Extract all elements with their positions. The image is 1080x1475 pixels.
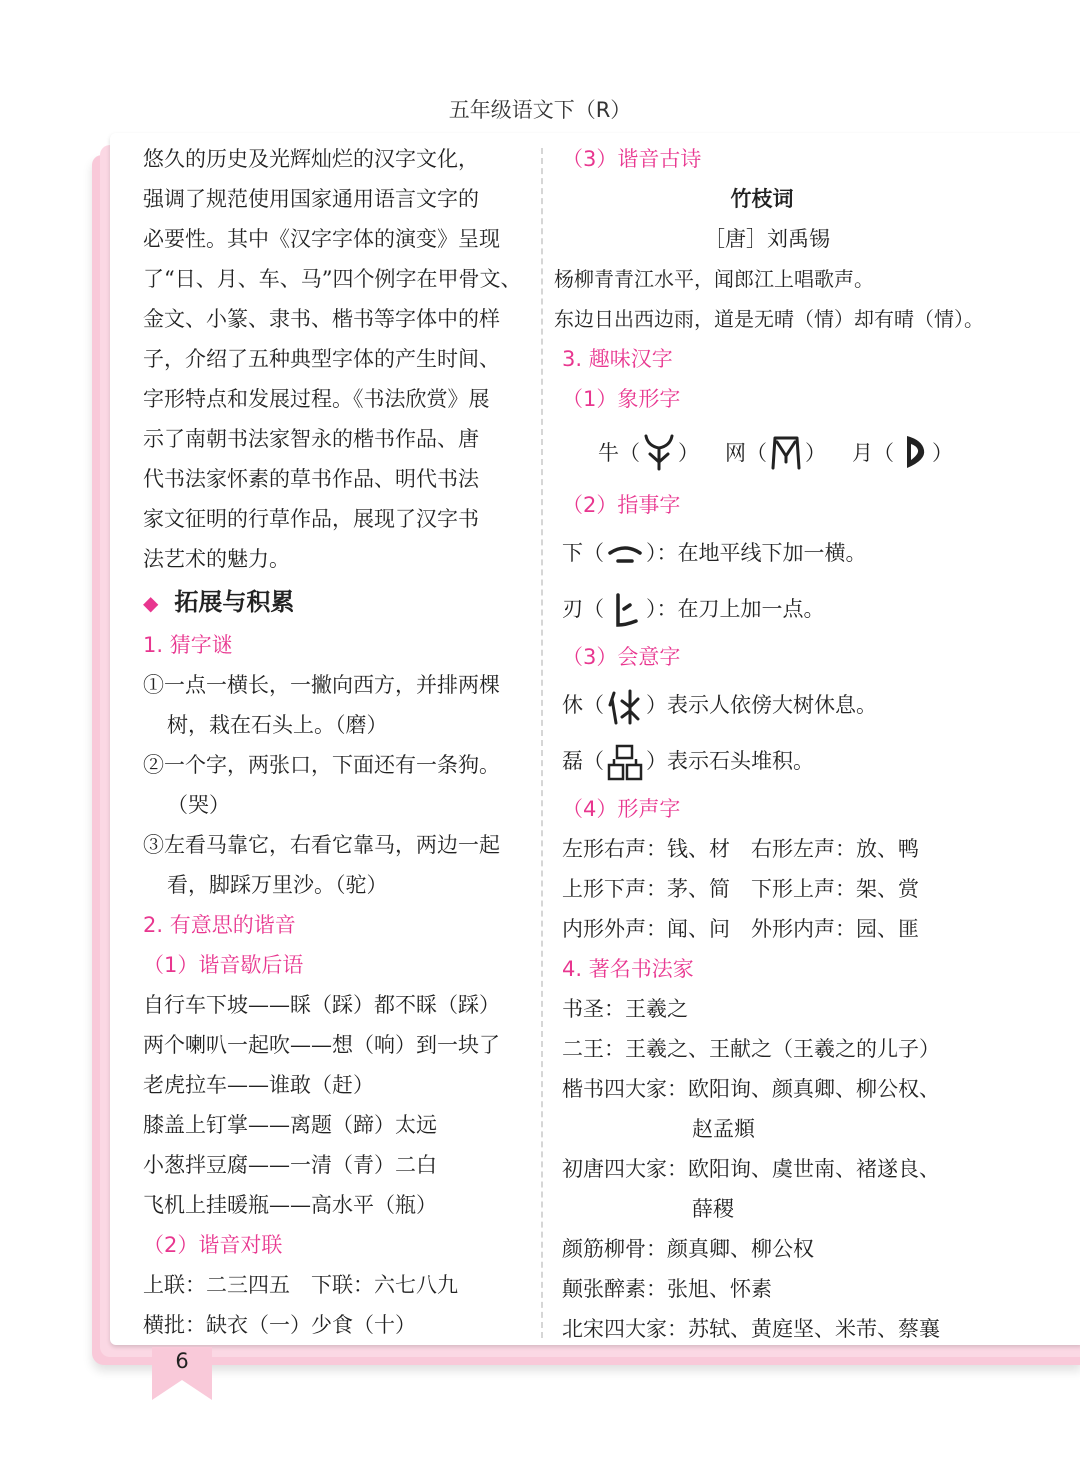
running-head: 五年级语文下（R） [448,98,632,122]
xiehouyu-line: 膝盖上钉掌——离题（蹄）太远 [143,1113,437,1137]
poem-line: 杨柳青青江水平，闻郎江上唱歌声。 [554,267,874,291]
paragraph-line: 了“日、月、车、马”四个例字在甲骨文、 [143,267,522,291]
lei-seal-glyph-icon [606,743,644,783]
pictograph-char: 网 [725,441,746,465]
sub-heading-pictographs: （1）象形字 [562,387,681,411]
compound-ideograph-item [562,677,962,733]
riddle-line: 看，脚踩万里沙。（驼） [167,873,388,897]
paragraph-line: 悠久的历史及光辉灿烂的汉字文化， [143,147,479,171]
pictograph-row [562,419,962,485]
calligrapher-line: 书圣：王羲之 [562,997,688,1021]
sub-heading-compound-ideographs: （3）会意字 [562,645,681,669]
sub-heading-indicatives: （2）指事字 [562,493,681,517]
xiu-oracle-glyph-icon [606,687,644,727]
ox-oracle-glyph-icon [640,432,678,472]
paragraph-line: 强调了规范使用国家通用语言文字的 [143,187,479,211]
compound-suffix: ）表示石头堆积。 [646,749,814,773]
poem-line: 东边日出西边雨，道是无晴（情）却有晴（情）。 [554,307,984,331]
xiehouyu-line: 飞机上挂暖瓶——高水平（瓶） [143,1193,437,1217]
paragraph-line: 法艺术的魅力。 [143,547,290,571]
xiehouyu-line: 自行车下坡——睬（踩）都不睬（踩） [143,993,500,1017]
pictograph-char: 月 [852,441,873,465]
indicative-prefix: 刃（ [562,597,604,621]
subsection-heading-homophones: 2. 有意思的谐音 [143,913,296,937]
duilian-line: 上联：二三四五 下联：六七八九 [143,1273,458,1297]
close-paren: ） [678,441,699,465]
calligrapher-line-cont: 赵孟頫 [692,1117,755,1141]
indicative-suffix: ）：在刀上加一点。 [646,597,825,621]
phono-semantic-line: 上形下声：茅、简 下形上声：架、赏 [562,877,919,901]
poem-author: ［唐］刘禹锡 [704,227,830,251]
net-oracle-glyph-icon [767,432,805,472]
ren-oracle-glyph-icon [606,591,644,631]
poem-title: 竹枝词 [730,187,794,211]
compound-ideograph-item [562,733,962,789]
compound-prefix: 休（ [562,693,604,717]
open-paren: （ [619,441,640,465]
riddle-line: ①一点一横长，一撇向西方，并排两棵 [143,673,500,697]
indicative-prefix: 下（ [562,541,604,565]
xia-oracle-glyph-icon [606,535,644,575]
pictograph-item [852,432,953,472]
sub-heading-phono-semantic: （4）形声字 [562,797,681,821]
paragraph-line: 家文征明的行草作品，展现了汉字书 [143,507,479,531]
moon-oracle-glyph-icon [894,432,932,472]
xiehouyu-line: 老虎拉车——谁敢（赶） [143,1073,374,1097]
subsection-heading-fun-chars: 3. 趣味汉字 [562,347,673,371]
duilian-line: 横批：缺衣（一）少食（十） [143,1313,416,1337]
paragraph-line: 金文、小篆、隶书、楷书等字体中的样 [143,307,500,331]
calligrapher-line: 初唐四大家：欧阳询、虞世南、褚遂良、 [562,1157,940,1181]
riddle-line: 树，栽在石头上。（磨） [167,713,388,737]
riddle-line: ②一个字，两张口，下面还有一条狗。 [143,753,500,777]
section-heading-text: 拓展与积累 [174,588,295,616]
close-paren: ） [805,441,826,465]
close-paren: ） [932,441,953,465]
phono-semantic-line: 左形右声：钱、材 右形左声：放、鸭 [562,837,919,861]
subsection-heading-calligraphers: 4. 著名书法家 [562,957,694,981]
subsection-heading-riddles: 1. 猜字谜 [143,633,233,657]
sub-heading-duilian: （2）谐音对联 [143,1233,283,1257]
paragraph-line: 示了南朝书法家智永的楷书作品、唐 [143,427,479,451]
compound-prefix: 磊（ [562,749,604,773]
indicative-suffix: ）：在地平线下加一横。 [646,541,867,565]
page-number: 6 [175,1349,189,1373]
section-heading [143,579,523,625]
xiehouyu-line: 两个喇叭一起吹——想（响）到一块了 [143,1033,500,1057]
right-column [554,139,984,1349]
xiehouyu-line: 小葱拌豆腐——一清（青）二白 [143,1153,437,1177]
calligrapher-line-cont: 薛稷 [692,1197,734,1221]
open-paren: （ [746,441,767,465]
paragraph-line: 子，介绍了五种典型字体的产生时间、 [143,347,500,371]
paragraph-line: 字形特点和发展过程。《书法欣赏》展 [143,387,490,411]
calligrapher-line: 颠张醉素：张旭、怀素 [562,1277,772,1301]
diamond-icon: ◆ [143,591,159,615]
paragraph-line: 代书法家怀素的草书作品、明代书法 [143,467,479,491]
phono-semantic-line: 内形外声：闻、问 外形内声：园、匪 [562,917,919,941]
open-paren: （ [873,441,894,465]
sub-heading-poem: （3）谐音古诗 [562,147,702,171]
paragraph-line: 必要性。其中《汉字字体的演变》呈现 [143,227,500,251]
sub-heading-xiehouyu: （1）谐音歇后语 [143,953,304,977]
calligrapher-line: 二王：王羲之、王献之（王羲之的儿子） [562,1037,940,1061]
compound-suffix: ）表示人依傍大树休息。 [646,693,877,717]
page-number-tab-tip [152,1380,212,1400]
column-divider [541,148,543,1338]
calligrapher-line: 北宋四大家：苏轼、黄庭坚、米芾、蔡襄 [562,1317,940,1341]
riddle-line: （哭） [167,793,230,817]
pictograph-item [598,432,699,472]
riddle-line: ③左看马靠它，右看它靠马，两边一起 [143,833,500,857]
left-column [143,139,523,1345]
pictograph-char: 牛 [598,441,619,465]
indicative-item [562,525,962,581]
indicative-item [562,581,962,637]
calligrapher-line: 楷书四大家：欧阳询、颜真卿、柳公权、 [562,1077,940,1101]
calligrapher-line: 颜筋柳骨：颜真卿、柳公权 [562,1237,814,1261]
pictograph-item [725,432,826,472]
